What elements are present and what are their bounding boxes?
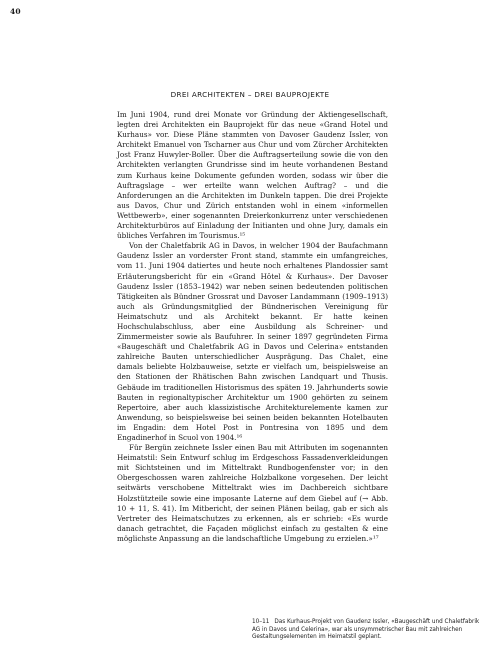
- figure-caption: [252, 619, 484, 642]
- paragraph: Für Bergün zeichnete Issler einen Bau mit Attributen im sogenannten Heimatstil: Sein Entwurf schlug im Erdgeschoss Fassadenverkleidungen mit Sichtsteinen und im Mitteltrakt Rundbogenfenster vor; in den Obergeschossen waren zahlreiche Holzbalkone vorgesehen. Der leicht seitwärts verschobene Mitteltrakt wies im Dachbereich sichtbare Holzstützteile sowie eine imposante Laterne auf dem Giebel auf (→ Abb. 10 + 11, S. 41). Im Mitbericht, der seinen Plänen beilag, gab er sich als Vertreter des Heimatschutzes zu erkennen, als er schrieb: «Es wurde danach getrachtet, die Façaden möglichst einfach zu gestalten & eine möglichste Anpassung an die landschaftliche Umgebung zu erzielen.»¹⁷: [117, 443, 388, 543]
- paragraph: Im Juni 1904, rund drei Monate vor Gründung der Aktiengesellschaft, legten drei Architekten ein Bauprojekt für das neue «Grand Hotel und Kurhaus» vor. Diese Pläne stammten von Davoser Gaudenz Issler, von Architekt Emanuel von Tscharner aus Chur und vom Zürcher Architekten Jost Franz Huwyler-Boller. Über die Auftragserteilung sowie die von den Architekten verlangten Grundrisse sind im heute vorhandenen Bestand zum Kurhaus keine Dokumente gefunden worden, sodass wir über die Auftragslage – wer erteilte wann welchen Auftrag? – und die Anforderungen an die Architekten im Dunkeln tappen. Die drei Projekte aus Davos, Chur und Zürich entstanden wohl in einem «informellen Wettbewerb», einer sogenannten Dreierkonkurrenz unter verschiedenen Architekturbüros auf Einladung der Initianten und ohne Jury, damals ein übliches Verfahren im Tourismus.¹⁵: [117, 110, 388, 241]
- chapter-heading: DREI ARCHITEKTEN – DREI BAUPROJEKTE: [170, 90, 330, 99]
- figure-reference: 10–11: [252, 619, 270, 625]
- paragraph: Von der Chaletfabrik AG in Davos, in welcher 1904 der Baufachmann Gaudenz Issler an vorderster Front stand, stammte ein umfangreiches, vom 11. Juni 1904 datiertes und heute noch erhaltenes Plandossier samt Erläuterungsbericht für ein «Grand Hôtel & Kurhaus». Der Davoser Gaudenz Issler (1853–1942) war neben seinen bedeutenden politischen Tätigkeiten als Bündner Grossrat und Davoser Landammann (1909–1913) auch als Gründungsmitglied der Bündnerischen Vereinigung für Heimatschutz und als Architekt bekannt. Er hatte keinen Hochschulabschluss, aber eine Ausbildung als Schreiner- und Zimmermeister sowie als Baufuhrer. In seiner 1897 gegründeten Firma «Baugeschäft und Chaletfabrik AG in Davos und Celerina» entstanden zahlreiche Bauten unterschiedlicher Ausprägung. Das Chalet, eine damals beliebte Holzbauweise, setzte er vielfach um, beispielsweise an den Stationen der Rhätischen Bahn zwischen Landquart und Thusis. Gebäude im traditionellen Historismus des späten 19. Jahrhunderts sowie Bauten in regionaltypischer Architektur um 1900 gehörten zu seinem Repertoire, aber auch klassizistische Architekturelemente kamen zur Anwendung, so beispielsweise bei seinen beiden bekannten Hotelbauten im Engadin: dem Hotel Post in Pontresina von 1895 und dem Engadinerhof in Scuol von 1904.¹⁶: [117, 241, 388, 442]
- body-text: [117, 110, 388, 544]
- page-number: 40: [10, 7, 21, 16]
- caption-text: Das Kurhaus-Projekt von Gaudenz Issler, «Baugeschäft und Chaletfabrik AG in Davos und Celerina», war als unsymmetrischer Bau mit zahlreichen Gestaltungselementen im Heimatstil geplant.: [252, 619, 480, 641]
